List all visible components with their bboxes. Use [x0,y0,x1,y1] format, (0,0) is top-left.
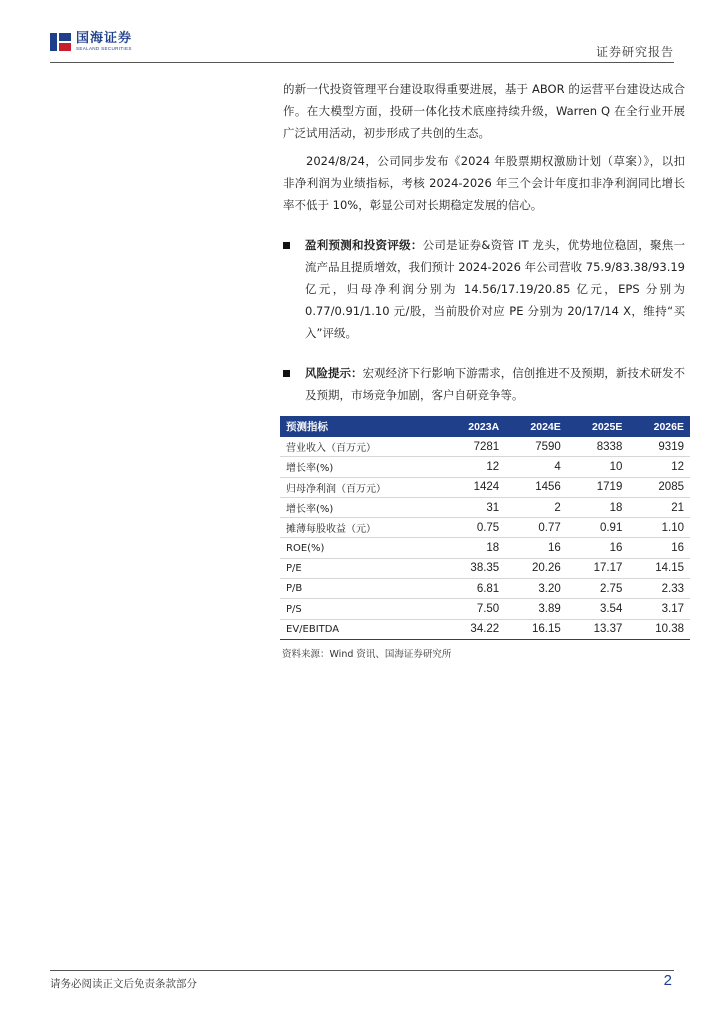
table-cell: 18 [567,497,629,517]
table-cell: 1456 [505,477,567,497]
table-row [280,518,690,538]
table-cell: 6.81 [443,579,505,599]
table-cell: 16 [628,538,690,558]
table-cell: 3.20 [505,579,567,599]
body-paragraph-1: 的新一代投资管理平台建设取得重要进展，基于 ABOR 的运营平台建设达成合作。在大模型方面，投研一体化技术底座持续升级，Warren Q 在全行业开展广泛试用活动，初步形成了共创的生态。 [283,82,685,140]
page-header [0,0,724,70]
table-cell: 2 [505,497,567,517]
column-header: 2026E [653,420,684,433]
footer-divider [50,970,674,971]
table-cell: 0.77 [505,518,567,538]
column-header: 2023A [468,420,500,433]
table-cell: 1.10 [628,518,690,538]
table-cell: 3.89 [505,599,567,619]
report-body [283,78,685,406]
row-label: 摊薄每股收益（元） [280,518,443,538]
header-divider [50,62,674,63]
logo-name-cn: 国海证券 [76,31,133,46]
column-header: 2025E [591,420,623,433]
table-cell: 3.54 [567,599,629,619]
row-label: 增长率(%) [280,457,443,477]
forecast-table [280,416,690,640]
row-label: 营业收入（百万元） [280,437,443,457]
table-row [280,599,690,619]
table-row [280,497,690,517]
table-cell: 7281 [443,437,505,457]
table-cell: 16 [567,538,629,558]
table-cell: 14.15 [628,558,690,578]
table-cell: 10.38 [628,619,690,639]
square-bullet-icon [283,242,290,249]
table-cell: 8338 [567,437,629,457]
table-cell: 1424 [443,477,505,497]
square-bullet-icon [283,370,290,377]
table-cell: 18 [443,538,505,558]
body-paragraph-2: 2024/8/24，公司同步发布《2024 年股票期权激励计划（草案）》，以扣非净利润为业绩指标，考核 2024-2026 年三个会计年度扣非净利润同比增长率不低于 10%，彰显公司对长期稳定发展的信心。 [283,154,685,212]
table-row [280,437,690,457]
table-cell: 12 [628,457,690,477]
table-cell: 9319 [628,437,690,457]
table-row [280,477,690,497]
column-header: 2024E [530,420,561,433]
row-label: P/E [280,558,443,578]
table-cell: 31 [443,497,505,517]
table-row [280,619,690,639]
table-cell: 3.17 [628,599,690,619]
column-header: 预测指标 [286,421,328,433]
row-label: ROE(%) [280,538,443,558]
company-logo [50,31,132,53]
row-label: EV/EBITDA [280,619,443,639]
logo-name-en: SEALAND SECURITIES [76,46,132,51]
bullet-text: 公司是证券&资管 IT 龙头，优势地位稳固，聚焦一流产品且提质增效，我们预计 2024-2026 年公司营收 75.9/83.38/93.19 亿元，归母净利润分别为 14.56/17.19/20.85 亿元，EPS 分别为 0.77/0.91/1.10 元/股，当前股价对应 PE 分别为 20/17/14 X，维持“买入”评级。 [305,238,685,340]
table-cell: 2.75 [567,579,629,599]
table-cell: 16.15 [505,619,567,639]
risk-warning-bullet [283,362,685,406]
table-cell: 13.37 [567,619,629,639]
table-header-row [280,416,690,437]
table-cell: 16 [505,538,567,558]
table-cell: 0.91 [567,518,629,538]
bullet-text: 宏观经济下行影响下游需求，信创推进不及预期，新技术研发不及预期，市场竞争加剧，客户自研竞争等。 [305,366,685,402]
forecast-table-section [280,416,690,660]
earnings-forecast-bullet [283,234,685,344]
table-source-note: 资料来源：Wind 资讯、国海证券研究所 [282,648,452,660]
report-type-label: 证券研究报告 [595,45,674,59]
row-label: 增长率(%) [280,497,443,517]
table-cell: 0.75 [443,518,505,538]
table-row [280,579,690,599]
table-cell: 2.33 [628,579,690,599]
table-cell: 4 [505,457,567,477]
table-cell: 21 [628,497,690,517]
table-cell: 34.22 [443,619,505,639]
logo-mark-icon [50,31,72,53]
row-label: P/B [280,579,443,599]
table-cell: 7590 [505,437,567,457]
table-cell: 17.17 [567,558,629,578]
table-cell: 10 [567,457,629,477]
row-label: P/S [280,599,443,619]
bullet-title: 风险提示： [305,366,363,380]
table-cell: 38.35 [443,558,505,578]
table-row [280,558,690,578]
footer-disclaimer: 请务必阅读正文后免责条款部分 [50,978,197,990]
table-cell: 7.50 [443,599,505,619]
page-number: 2 [663,972,672,989]
table-row [280,538,690,558]
bullet-title: 盈利预测和投资评级： [305,238,423,252]
table-cell: 20.26 [505,558,567,578]
table-cell: 12 [443,457,505,477]
row-label: 归母净利润（百万元） [280,477,443,497]
table-cell: 1719 [567,477,629,497]
table-row [280,457,690,477]
table-cell: 2085 [628,477,690,497]
